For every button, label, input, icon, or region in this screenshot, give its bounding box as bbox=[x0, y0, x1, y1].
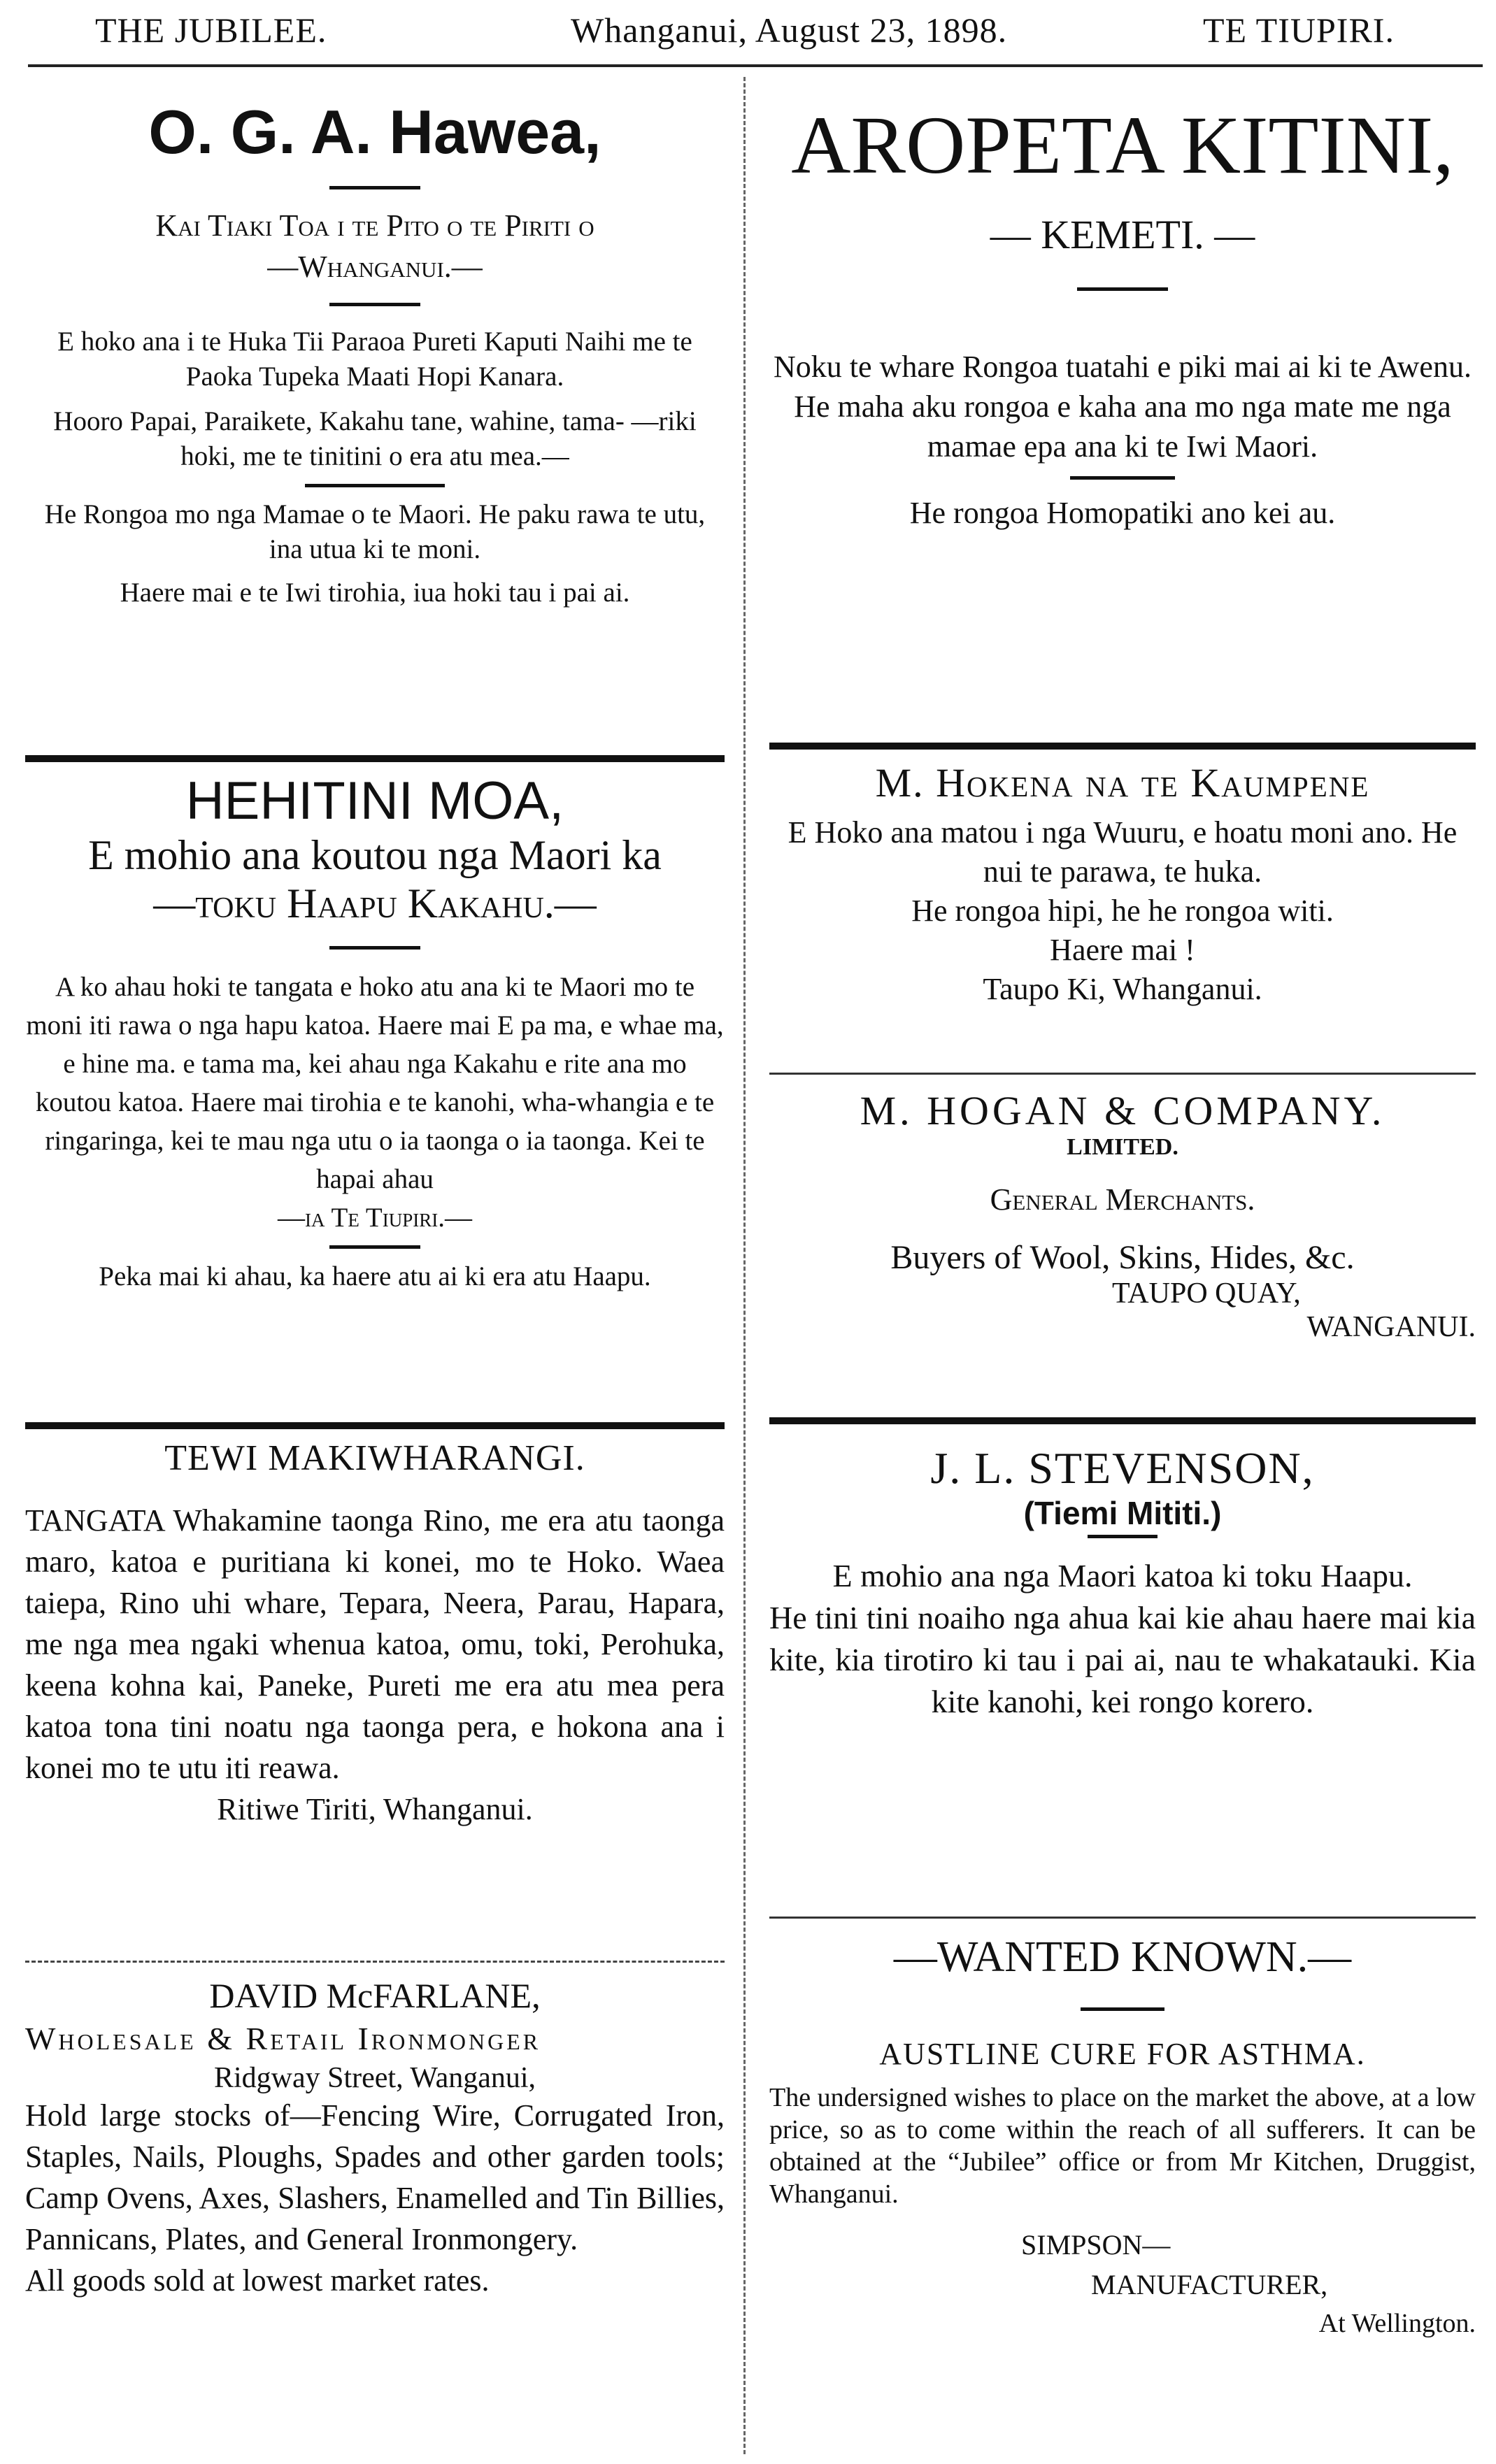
kitini-homeopathy: He rongoa Homopatiki ano kei au. bbox=[909, 496, 1336, 530]
masthead bbox=[0, 0, 1496, 67]
hehitini-ad bbox=[25, 771, 725, 1414]
wanted-ad bbox=[769, 1933, 1476, 2339]
hawea-goods: E hoko ana i te Huka Tii Paraoa Pureti Kaputi Naihi me te Paoka Tupeka Maati Hopi Kanara. bbox=[57, 327, 692, 392]
hokena-line2: He rongoa hipi, he he rongoa witi. bbox=[911, 894, 1334, 928]
hogan-title: M. HOGAN & COMPANY. bbox=[860, 1088, 1385, 1133]
section-rule bbox=[769, 1917, 1476, 1919]
mcfarlane-title: DAVID McFARLANE, bbox=[209, 1976, 541, 2015]
stevenson-ad bbox=[769, 1442, 1476, 1904]
mcfarlane-address: Ridgway Street, Wanganui, bbox=[213, 2062, 536, 2094]
hawea-ad bbox=[25, 96, 725, 747]
stevenson-intro: E mohio ana nga Maori katoa ki toku Haapu. bbox=[832, 1558, 1413, 1593]
mcfarlane-body: Hold large stocks of—Fencing Wire, Corrugated Iron, Staples, Nails, Ploughs, Spades and other garden tools; Camp Ovens, Axes, Slashers, Enamelled and Tin Billies, Pannicans, Plates, and General Ironmongery. bbox=[25, 2098, 725, 2256]
wanted-title: —WANTED KNOWN.— bbox=[893, 1933, 1352, 1981]
hogan-town: WANGANUI. bbox=[1306, 1311, 1476, 1343]
stevenson-body: He tini tini noaiho nga ahua kai kie ahau haere mai kia kite, kia tirotiro ki tau i pai ai, nau te whakatauki. Kia kite kanohi, kei rongo korero. bbox=[769, 1600, 1476, 1719]
kitini-body: Noku te whare Rongoa tuatahi e piki mai ai ki te Awenu. He maha aku rongoa e kaha ana mo nga mate me nga mamae epa ana ki te Iwi Maori. bbox=[774, 350, 1472, 464]
hokena-line4: Taupo Ki, Whanganui. bbox=[983, 972, 1262, 1006]
section-rule bbox=[25, 755, 725, 762]
hawea-clothing: Hooro Papai, Paraikete, Kakahu tane, wahine, tama- —riki hoki, me te tinitini o era atu mea.— bbox=[53, 406, 697, 471]
section-rule bbox=[769, 1417, 1476, 1424]
divider bbox=[329, 303, 420, 306]
hawea-invite: Haere mai e te Iwi tirohia, iua hoki tau i pai ai. bbox=[120, 578, 630, 608]
hawea-title: O. G. A. Hawea, bbox=[148, 97, 601, 166]
divider bbox=[305, 484, 445, 487]
tewi-body: TANGATA Whakamine taonga Rino, me era atu taonga maro, katoa e puritiana ki konei, mo te Hoko. Waea taiepa, Rino uhi whare, Tepara, Neera, Parau, Hapara, me nga mea ngaki whenua katoa, omu, toki, Perohuka, keena kohna kai, Paneke, Pureti me era atu mea pera katoa tona tini noatu nga taonga pera, e hokona ana i konei mo te utu iti reawa. bbox=[25, 1503, 725, 1785]
hogan-limited: LIMITED. bbox=[1067, 1134, 1178, 1160]
hokena-line3: Haere mai ! bbox=[1050, 933, 1195, 967]
mcfarlane-trade: Wholesale & Retail Ironmonger bbox=[25, 2021, 541, 2056]
left-column bbox=[25, 77, 725, 2301]
masthead-date: Whanganui, August 23, 1898. bbox=[571, 10, 1008, 50]
hehitini-tagline: E mohio ana koutou nga Maori ka bbox=[88, 832, 662, 878]
wanted-body: The undersigned wishes to place on the market the above, at a low price, so as to come within the reach of all sufferers. It can be obtained at the “Jubilee” office or from Mr Kitchen, Druggist, Whanganui. bbox=[769, 2083, 1476, 2209]
tewi-address: Ritiwe Tiriti, Whanganui. bbox=[217, 1792, 533, 1826]
mcfarlane-footer: All goods sold at lowest market rates. bbox=[25, 2263, 490, 2298]
hehitini-body-end: —ia Te Tiupiri.— bbox=[278, 1203, 472, 1233]
section-rule bbox=[25, 1422, 725, 1429]
divider bbox=[329, 186, 420, 189]
divider bbox=[1081, 2007, 1164, 2011]
stevenson-title: J. L. STEVENSON, bbox=[930, 1443, 1315, 1493]
hogan-buyers: Buyers of Wool, Skins, Hides, &c. bbox=[890, 1239, 1355, 1276]
divider bbox=[1088, 1535, 1157, 1538]
tewi-title: TEWI MAKIWHARANGI. bbox=[164, 1438, 585, 1478]
section-rule bbox=[769, 743, 1476, 750]
tewi-ad bbox=[25, 1438, 725, 1948]
wanted-sign-role: MANUFACTURER, bbox=[1091, 2269, 1328, 2300]
hokena-ad bbox=[769, 759, 1476, 1060]
masthead-maori-title: TE TIUPIRI. bbox=[1203, 10, 1395, 50]
wanted-sign-name: SIMPSON— bbox=[1021, 2229, 1171, 2261]
section-rule bbox=[25, 1961, 725, 1963]
hokena-line1: E Hoko ana matou i nga Wuuru, e hoatu moni ano. He nui te parawa, te huka. bbox=[788, 815, 1458, 889]
hehitini-invite: Peka mai ki ahau, ka haere atu ai ki era atu Haapu. bbox=[99, 1261, 651, 1291]
section-rule bbox=[769, 1073, 1476, 1075]
kitini-title: AROPETA KITINI, bbox=[791, 99, 1454, 191]
column-divider bbox=[743, 77, 746, 2454]
hawea-subtitle: Kai Tiaki Toa i te Pito o te Piriti o bbox=[155, 208, 594, 243]
divider bbox=[329, 946, 420, 950]
hogan-quay: TAUPO QUAY, bbox=[1112, 1277, 1301, 1310]
hawea-medicine: He Rongoa mo nga Mamae o te Maori. He paku rawa te utu, ina utua ki te moni. bbox=[44, 499, 706, 564]
hogan-merchants: General Merchants. bbox=[990, 1182, 1255, 1217]
divider bbox=[1070, 476, 1175, 480]
divider bbox=[329, 1245, 420, 1249]
divider bbox=[1077, 287, 1168, 291]
hehitini-title: HEHITINI MOA, bbox=[185, 771, 564, 831]
masthead-title: THE JUBILEE. bbox=[95, 10, 327, 50]
kitini-ad bbox=[769, 98, 1476, 734]
hogan-ad bbox=[769, 1087, 1476, 1409]
right-column bbox=[769, 77, 1476, 2339]
hokena-title: M. Hokena na te Kaumpene bbox=[875, 760, 1370, 805]
stevenson-maori-name: (Tiemi Mititi.) bbox=[1023, 1495, 1222, 1531]
hehitini-body: A ko ahau hoki te tangata e hoko atu ana ki te Maori mo te moni iti rawa o nga hapu katoa. Haere mai E pa ma, e whae ma, e hine ma. e tama ma, kei ahau nga Kakahu e rite ana mo koutou katoa. Haere mai tirohia e te kanohi, wha-whangia e te ringaringa, kei te mau nga utu o ia taonga o ia taonga. Kei te hapai ahau bbox=[26, 972, 724, 1194]
hehitini-shop: —toku Haapu Kakahu.— bbox=[153, 880, 597, 926]
kitini-trade: — KEMETI. — bbox=[990, 212, 1255, 257]
wanted-product: AUSTLINE CURE FOR ASTHMA. bbox=[879, 2037, 1366, 2071]
masthead-rule bbox=[28, 64, 1483, 67]
hawea-location: —Whanganui.— bbox=[267, 250, 483, 284]
wanted-sign-place: At Wellington. bbox=[1318, 2309, 1476, 2338]
mcfarlane-ad bbox=[25, 1975, 725, 2301]
